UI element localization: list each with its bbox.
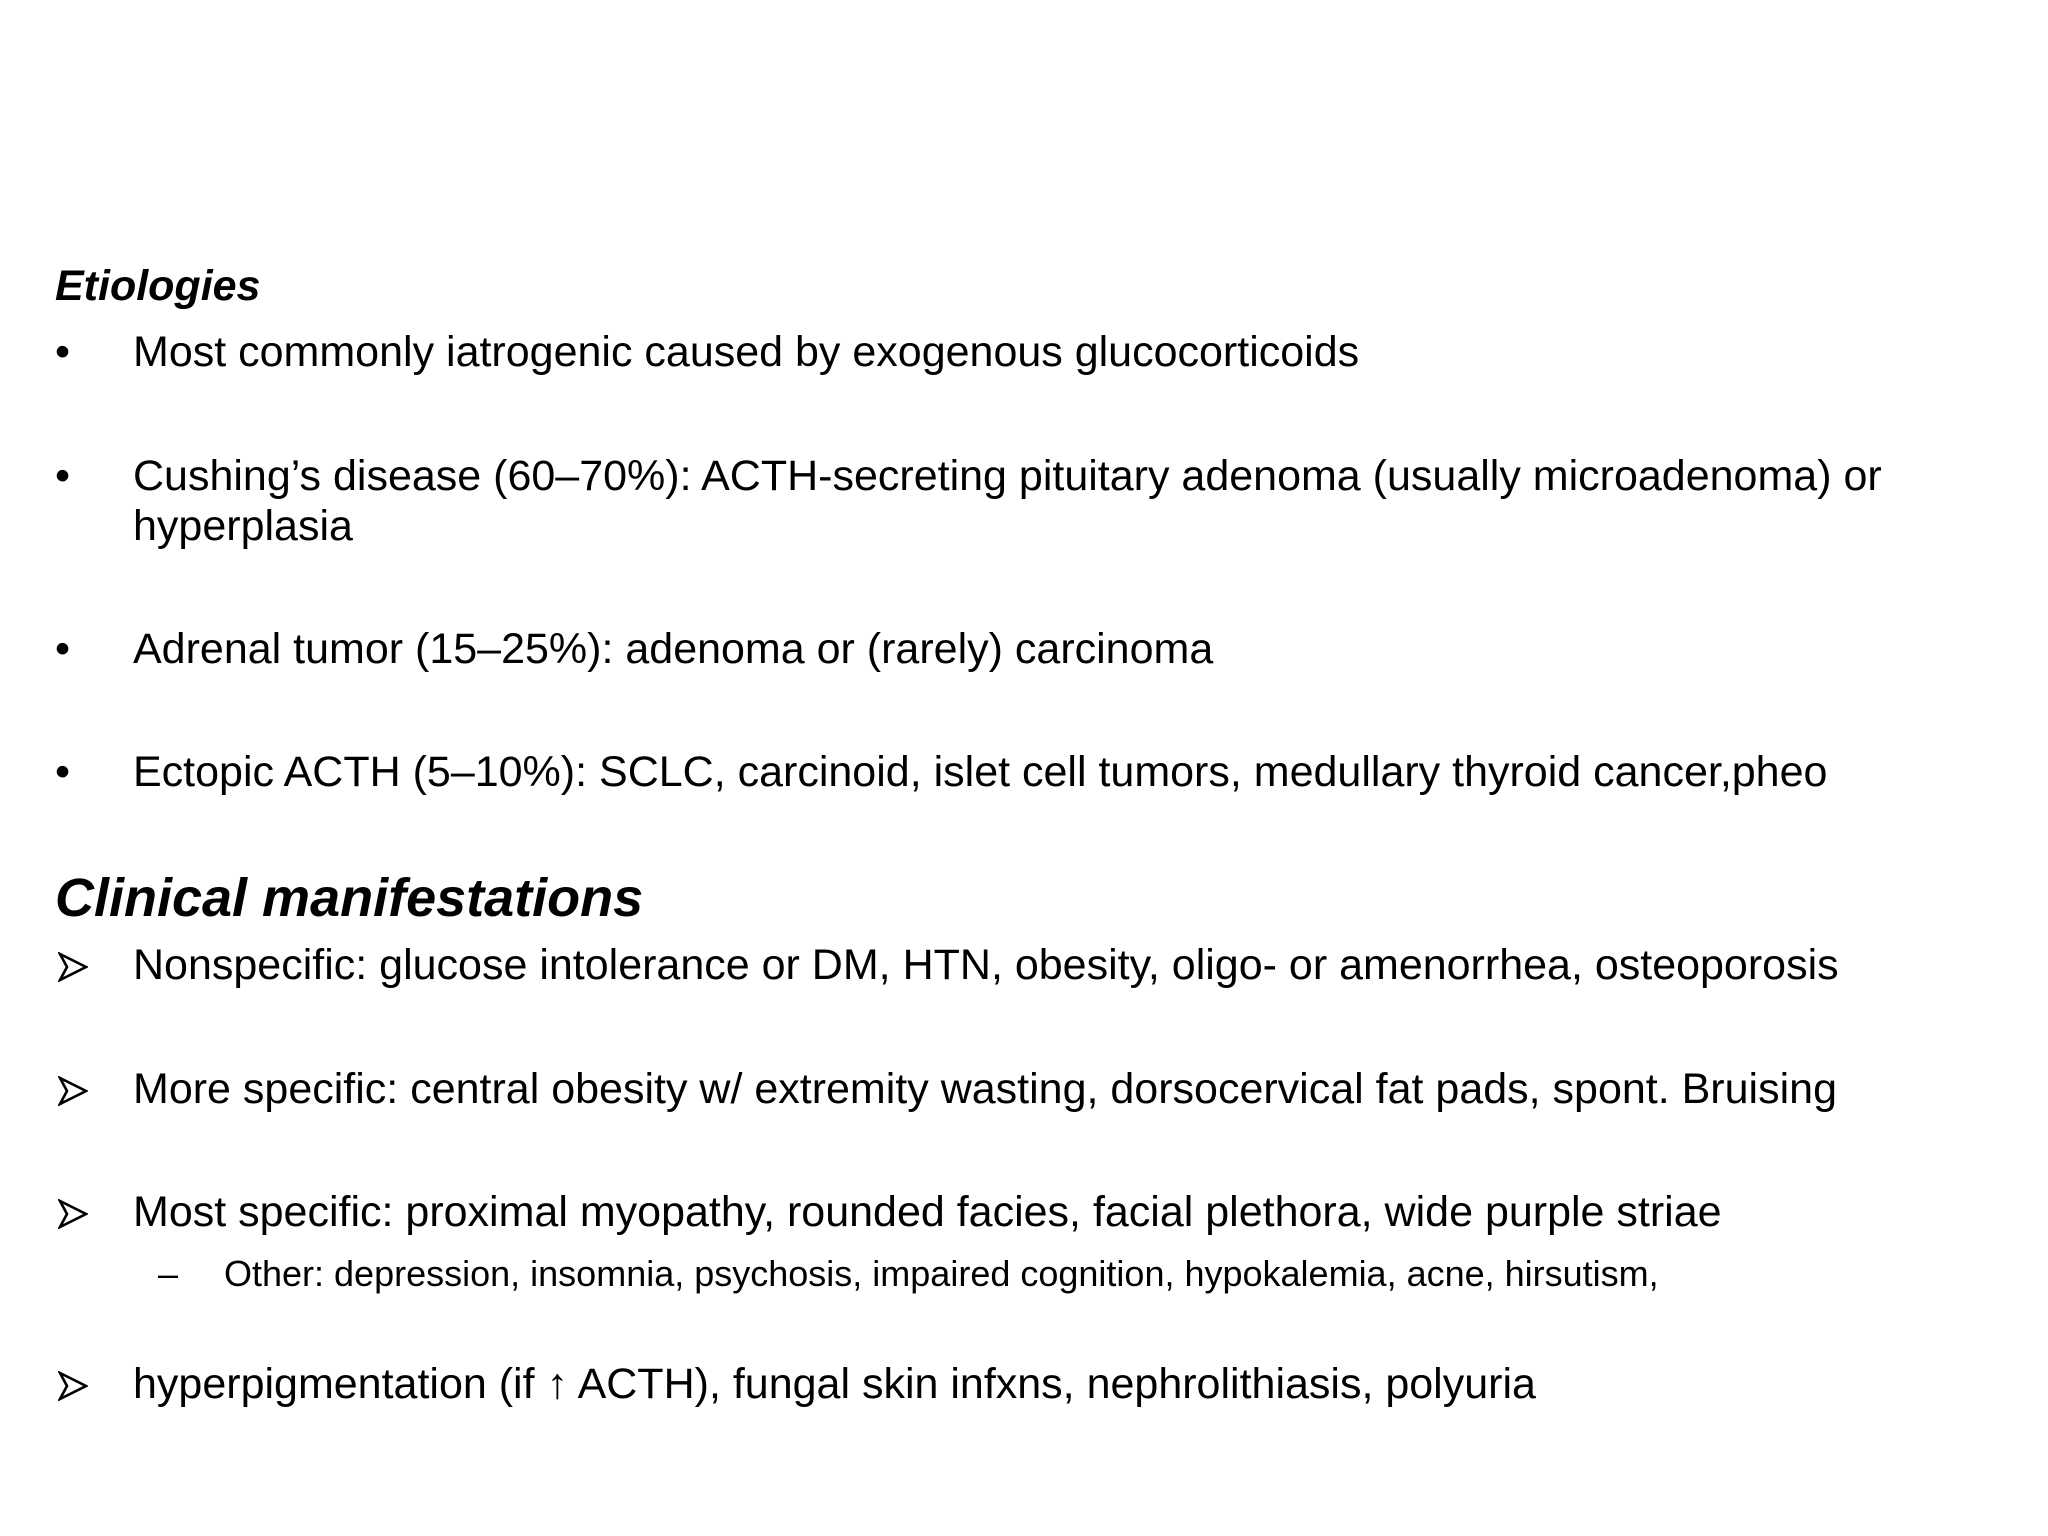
bullet-marker: •: [55, 625, 71, 673]
dash-marker: –: [158, 1253, 179, 1294]
etiology-item-3: Adrenal tumor (15–25%): adenoma or (rarely) carcinoma: [133, 625, 1214, 673]
arrowhead-bullet-icon: [58, 952, 88, 982]
etiology-item-4: Ectopic ACTH (5–10%): SCLC, carcinoid, islet cell tumors, medullary thyroid cancer,pheo: [133, 748, 1828, 796]
clinical-heading: Clinical manifestations: [55, 868, 644, 928]
bullet-marker: •: [55, 328, 71, 376]
clinical-item-nonspecific: Nonspecific: glucose intolerance or DM, HTN, obesity, oligo- or amenorrhea, osteoporosis: [133, 941, 1839, 989]
arrowhead-bullet-icon: [58, 1076, 88, 1106]
bullet-marker: •: [55, 452, 71, 500]
arrowhead-bullet-icon: [58, 1371, 88, 1401]
clinical-item-most-specific: Most specific: proximal myopathy, rounded facies, facial plethora, wide purple striae: [133, 1188, 1722, 1236]
clinical-sub-item-other: Other: depression, insomnia, psychosis, impaired cognition, hypokalemia, acne, hirsutism,: [224, 1253, 1659, 1294]
bullet-marker: •: [55, 748, 71, 796]
etiologies-heading: Etiologies: [55, 262, 261, 310]
clinical-item-more-specific: More specific: central obesity w/ extremity wasting, dorsocervical fat pads, spont. Bruising: [133, 1065, 1837, 1113]
etiology-item-1: Most commonly iatrogenic caused by exogenous glucocorticoids: [133, 328, 1360, 376]
etiology-item-2-line1: Cushing’s disease (60–70%): ACTH-secreting pituitary adenoma (usually microadenoma) or: [133, 452, 1882, 500]
etiology-item-2-line2: hyperplasia: [133, 502, 353, 550]
arrowhead-bullet-icon: [58, 1199, 88, 1229]
clinical-item-hyperpigmentation: hyperpigmentation (if ↑ ACTH), fungal skin infxns, nephrolithiasis, polyuria: [133, 1360, 1536, 1408]
